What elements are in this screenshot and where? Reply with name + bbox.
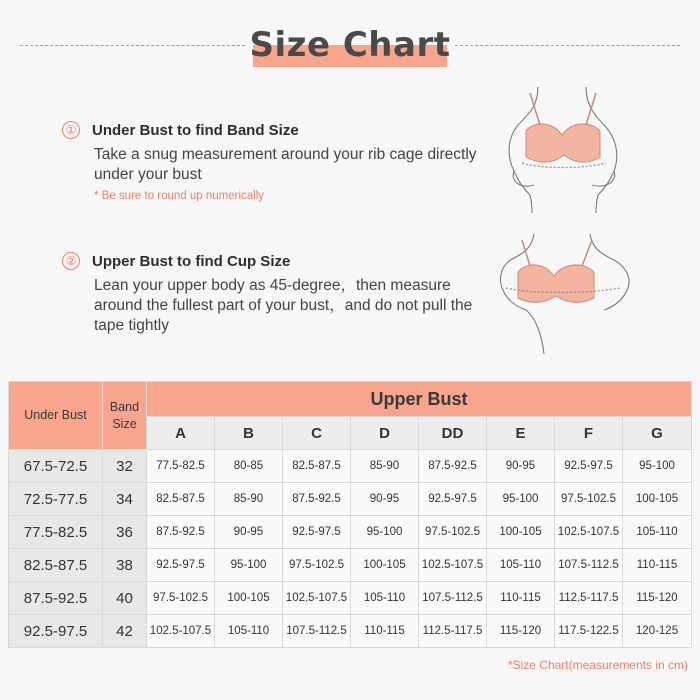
upper-bust-cell: 117.5-122.5 [555,615,623,648]
upper-bust-cell: 120-125 [623,615,692,648]
step-description: Take a snug measurement around your rib cage directly under your bust [94,146,477,183]
upper-bust-cell: 95-100 [215,549,283,582]
under-bust-cell: 82.5-87.5 [9,549,103,582]
header-upper-bust: Upper Bust [147,382,692,417]
under-bust-cell: 77.5-82.5 [9,516,103,549]
upper-bust-cell: 105-110 [215,615,283,648]
upper-bust-cell: 95-100 [623,450,692,483]
step-title: Upper Bust to find Cup Size [92,252,291,270]
under-bust-cell: 67.5-72.5 [9,450,103,483]
upper-bust-cell: 107.5-112.5 [555,549,623,582]
upper-bust-cell: 97.5-102.5 [419,516,487,549]
band-size-cell: 36 [103,516,147,549]
upper-bust-cell: 77.5-82.5 [147,450,215,483]
upper-bust-cell: 110-115 [487,582,555,615]
table-row [9,483,692,516]
upper-bust-cell: 97.5-102.5 [283,549,351,582]
upper-bust-cell: 112.5-117.5 [419,615,487,648]
band-size-cell: 42 [103,615,147,648]
page-title: Size Chart [249,25,451,65]
upper-bust-cell: 110-115 [351,615,419,648]
cup-header-f: F [555,417,623,450]
step-note: * Be sure to round up numerically [94,190,265,202]
step-header [62,252,482,270]
table-row [9,582,692,615]
cup-header-e: E [487,417,555,450]
upper-bust-cell: 97.5-102.5 [555,483,623,516]
step-title: Under Bust to find Band Size [92,121,299,139]
upper-bust-cell: 100-105 [487,516,555,549]
upper-bust-cell: 80-85 [215,450,283,483]
step-header [62,121,502,139]
upper-bust-cell: 107.5-112.5 [419,582,487,615]
under-bust-cell: 72.5-77.5 [9,483,103,516]
upper-bust-cell: 110-115 [623,549,692,582]
upper-bust-cell: 90-95 [487,450,555,483]
header-under-bust: Under Bust [9,382,103,450]
cup-header-a: A [147,417,215,450]
upper-bust-cell: 90-95 [351,483,419,516]
step-description: Lean your upper body as 45-degree，then measure around the fullest part of your bust，and do not pull the tape tightly [94,277,473,334]
upper-bust-cell: 87.5-92.5 [419,450,487,483]
upper-bust-cell: 82.5-87.5 [283,450,351,483]
header-band-size: Band Size [103,382,147,450]
upper-bust-cell: 95-100 [351,516,419,549]
upper-bust-cell: 102.5-107.5 [283,582,351,615]
table-row [9,516,692,549]
cup-header-dd: DD [419,417,487,450]
table-row [9,450,692,483]
size-chart-table [8,381,692,648]
step-number: ① [62,121,80,139]
band-size-cell: 32 [103,450,147,483]
title-divider-left [20,45,245,46]
upper-bust-cell: 102.5-107.5 [419,549,487,582]
under-bust-cell: 92.5-97.5 [9,615,103,648]
upper-bust-cell: 90-95 [215,516,283,549]
upper-bust-cell: 92.5-97.5 [147,549,215,582]
upper-bust-cell: 92.5-97.5 [419,483,487,516]
title-divider-right [455,45,680,46]
cup-header-g: G [623,417,692,450]
band-size-cell: 40 [103,582,147,615]
step-number: ② [62,252,80,270]
upper-bust-cell: 102.5-107.5 [555,516,623,549]
upper-bust-cell: 100-105 [215,582,283,615]
upper-bust-cell: 97.5-102.5 [147,582,215,615]
upper-bust-cell: 87.5-92.5 [283,483,351,516]
upper-bust-cell: 95-100 [487,483,555,516]
body-measure-upperbust-icon [492,232,642,354]
band-size-cell: 34 [103,483,147,516]
cup-header-b: B [215,417,283,450]
table-row [9,615,692,648]
footnote: *Size Chart(measurements in cm) [507,658,688,672]
upper-bust-cell: 105-110 [623,516,692,549]
upper-bust-cell: 82.5-87.5 [147,483,215,516]
upper-bust-cell: 92.5-97.5 [555,450,623,483]
upper-bust-cell: 105-110 [487,549,555,582]
upper-bust-cell: 85-90 [215,483,283,516]
upper-bust-cell: 105-110 [351,582,419,615]
upper-bust-cell: 112.5-117.5 [555,582,623,615]
table-body [9,450,692,648]
upper-bust-cell: 85-90 [351,450,419,483]
step-upper-bust [62,252,482,336]
upper-bust-cell: 100-105 [623,483,692,516]
cup-header-d: D [351,417,419,450]
title-banner [245,25,455,65]
upper-bust-cell: 100-105 [351,549,419,582]
upper-bust-cell: 115-120 [487,615,555,648]
body-measure-underbust-icon [500,85,630,215]
under-bust-cell: 87.5-92.5 [9,582,103,615]
band-size-cell: 38 [103,549,147,582]
step-under-bust [62,121,502,202]
upper-bust-cell: 92.5-97.5 [283,516,351,549]
upper-bust-cell: 107.5-112.5 [283,615,351,648]
table-row [9,549,692,582]
upper-bust-cell: 115-120 [623,582,692,615]
cup-header-c: C [283,417,351,450]
upper-bust-cell: 87.5-92.5 [147,516,215,549]
upper-bust-cell: 102.5-107.5 [147,615,215,648]
